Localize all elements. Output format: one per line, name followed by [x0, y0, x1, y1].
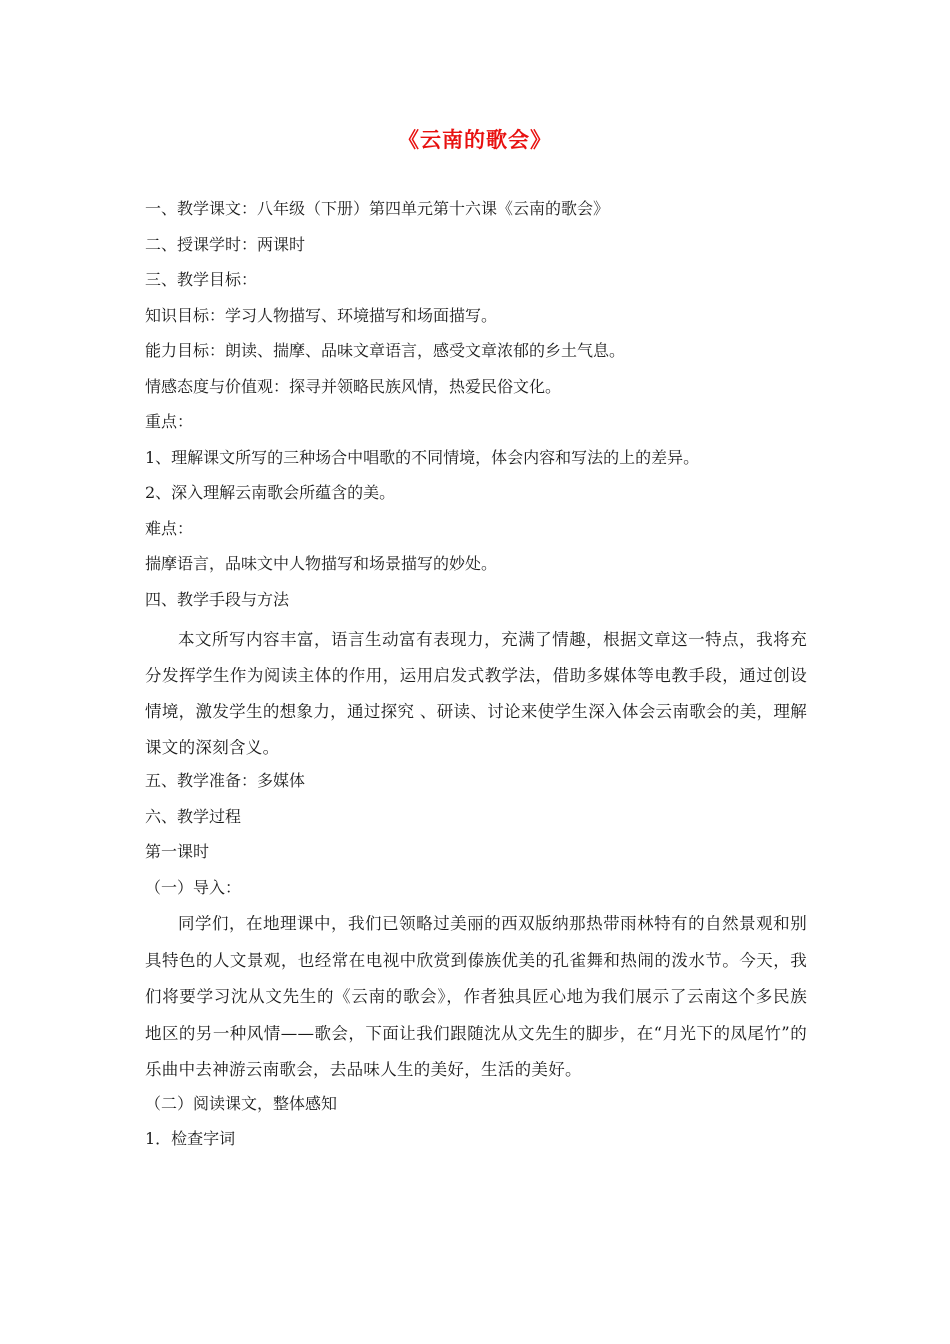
- text-line: 情感态度与价值观：探寻并领略民族风情，热爱民俗文化。: [145, 376, 562, 396]
- text-line: 能力目标：朗读、揣摩、品味文章语言，感受文章浓郁的乡土气息。: [145, 341, 626, 360]
- text-line: 三、教学目标：: [145, 270, 258, 289]
- text-line: （二）阅读课文，整体感知: [145, 1093, 338, 1113]
- text-line: 二、授课学时：两课时: [145, 234, 306, 254]
- text-line: （一）导入：: [145, 877, 242, 897]
- text-line: 五、教学准备：多媒体: [145, 771, 306, 790]
- text-line: 六、教学过程: [145, 806, 242, 826]
- text-line: 1、理解课文所写的三种场合中唱歌的不同情境，体会内容和写法的上的差异。: [145, 447, 700, 467]
- paragraph-methods: 本文所写内容丰富，语言生动富有表现力，充满了情趣，根据文章这一特点，我将充分发挥学生作为阅读主体的作用，运用启发式教学法，借助多媒体等电教手段，通过创设情境，激发学生的想象力，通过探究 、研读、讨论来使学生深入体会云南歌会的美，理解课文的深刻含义。: [145, 630, 807, 757]
- paragraph-introduction: 同学们，在地理课中，我们已领略过美丽的西双版纳那热带雨林特有的自然景观和别具特色的人文景观，也经常在电视中欣赏到傣族优美的孔雀舞和热闹的泼水节。今天，我们将要学习沈从文先生的《云南的歌会》，作者独具匠心地为我们展示了云南这个多民族地区的另一种风情——歌会，下面让我们跟随沈从文先生的脚步，在“月光下的凤尾竹”的乐曲中去神游云南歌会，去品味人生的美好，生活的美好。: [145, 914, 807, 1079]
- text-line: 四、教学手段与方法: [145, 589, 290, 609]
- document-body: [145, 196, 807, 1162]
- text-line: 难点：: [145, 518, 194, 538]
- text-line: 第一课时: [145, 842, 210, 861]
- text-line: 重点：: [145, 412, 194, 431]
- text-line: 1．检查字词: [145, 1129, 236, 1148]
- text-line: 一、教学课文：八年级（下册）第四单元第十六课《云南的歌会》: [145, 199, 610, 218]
- text-line: 揣摩语言，品味文中人物描写和场景描写的妙处。: [145, 554, 498, 573]
- document-title: 《云南的歌会》: [398, 127, 552, 152]
- text-line: 2、深入理解云南歌会所蕴含的美。: [145, 483, 396, 502]
- text-line: 知识目标：学习人物描写、环境描写和场面描写。: [145, 305, 498, 325]
